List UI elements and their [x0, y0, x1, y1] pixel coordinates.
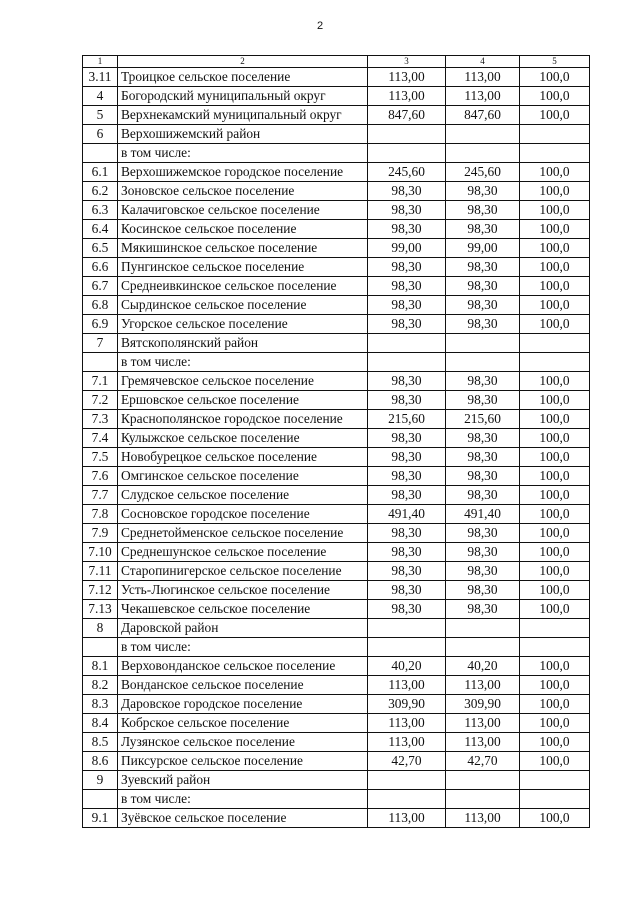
column-3-value-cell: 98,30: [368, 581, 446, 600]
column-4-value-cell: [446, 638, 520, 657]
column-5-value-cell: 100,0: [520, 448, 590, 467]
table-row: [83, 714, 590, 733]
column-3-value-cell: [368, 638, 446, 657]
column-5-value-cell: 100,0: [520, 220, 590, 239]
table-row: [83, 581, 590, 600]
row-number-cell: 3.11: [83, 68, 118, 87]
column-5-value-cell: 100,0: [520, 600, 590, 619]
municipality-name-cell: Старопинигерское сельское поселение: [118, 562, 368, 581]
municipality-name-cell: Усть-Люгинское сельское поселение: [118, 581, 368, 600]
row-number-cell: 4: [83, 87, 118, 106]
table-row: [83, 239, 590, 258]
column-3-value-cell: [368, 353, 446, 372]
row-number-cell: 8.6: [83, 752, 118, 771]
table-row: [83, 201, 590, 220]
column-4-value-cell: 309,90: [446, 695, 520, 714]
municipality-name-cell: Даровской район: [118, 619, 368, 638]
row-number-cell: 6: [83, 125, 118, 144]
column-3-value-cell: 113,00: [368, 733, 446, 752]
table-row: [83, 334, 590, 353]
column-4-value-cell: 215,60: [446, 410, 520, 429]
municipality-name-cell: Пиксурское сельское поселение: [118, 752, 368, 771]
column-header: 4: [446, 56, 520, 68]
municipality-name-cell: Верхошижемское городское поселение: [118, 163, 368, 182]
column-4-value-cell: 113,00: [446, 733, 520, 752]
column-4-value-cell: 98,30: [446, 429, 520, 448]
column-3-value-cell: 40,20: [368, 657, 446, 676]
column-4-value-cell: 98,30: [446, 258, 520, 277]
column-5-value-cell: 100,0: [520, 201, 590, 220]
municipality-name-cell: Среднетойменское сельское поселение: [118, 524, 368, 543]
row-number-cell: [83, 638, 118, 657]
column-3-value-cell: [368, 771, 446, 790]
row-number-cell: 6.8: [83, 296, 118, 315]
column-5-value-cell: 100,0: [520, 543, 590, 562]
column-3-value-cell: 847,60: [368, 106, 446, 125]
column-4-value-cell: 98,30: [446, 486, 520, 505]
row-number-cell: 6.6: [83, 258, 118, 277]
row-number-cell: 6.1: [83, 163, 118, 182]
page-number: 2: [316, 20, 324, 32]
table-row: [83, 391, 590, 410]
row-number-cell: 6.7: [83, 277, 118, 296]
municipality-name-cell: Троицкое сельское поселение: [118, 68, 368, 87]
column-5-value-cell: 100,0: [520, 277, 590, 296]
municipality-name-cell: в том числе:: [118, 353, 368, 372]
column-3-value-cell: 98,30: [368, 258, 446, 277]
column-4-value-cell: 40,20: [446, 657, 520, 676]
column-3-value-cell: 309,90: [368, 695, 446, 714]
municipality-name-cell: Лузянское сельское поселение: [118, 733, 368, 752]
row-number-cell: 9.1: [83, 809, 118, 828]
municipality-name-cell: Даровское городское поселение: [118, 695, 368, 714]
column-3-value-cell: 99,00: [368, 239, 446, 258]
municipality-name-cell: Ершовское сельское поселение: [118, 391, 368, 410]
table-row: [83, 125, 590, 144]
column-5-value-cell: 100,0: [520, 239, 590, 258]
row-number-cell: 7.8: [83, 505, 118, 524]
column-4-value-cell: 98,30: [446, 182, 520, 201]
table-row: [83, 372, 590, 391]
row-number-cell: 7.4: [83, 429, 118, 448]
table-row: [83, 543, 590, 562]
column-4-value-cell: 98,30: [446, 220, 520, 239]
column-5-value-cell: 100,0: [520, 106, 590, 125]
table-row: [83, 695, 590, 714]
row-number-cell: [83, 144, 118, 163]
column-header: 1: [83, 56, 118, 68]
column-5-value-cell: [520, 125, 590, 144]
column-4-value-cell: 98,30: [446, 562, 520, 581]
municipality-name-cell: Верхошижемский район: [118, 125, 368, 144]
municipality-name-cell: Сосновское городское поселение: [118, 505, 368, 524]
row-number-cell: 7.12: [83, 581, 118, 600]
column-5-value-cell: 100,0: [520, 581, 590, 600]
row-number-cell: 7.9: [83, 524, 118, 543]
row-number-cell: 6.9: [83, 315, 118, 334]
column-5-value-cell: 100,0: [520, 258, 590, 277]
row-number-cell: 5: [83, 106, 118, 125]
municipality-name-cell: Чекашевское сельское поселение: [118, 600, 368, 619]
column-3-value-cell: 98,30: [368, 543, 446, 562]
column-4-value-cell: 113,00: [446, 87, 520, 106]
row-number-cell: 7.6: [83, 467, 118, 486]
table-row: [83, 258, 590, 277]
column-4-value-cell: [446, 771, 520, 790]
column-header: 5: [520, 56, 590, 68]
column-4-value-cell: 245,60: [446, 163, 520, 182]
column-5-value-cell: [520, 790, 590, 809]
column-4-value-cell: 98,30: [446, 296, 520, 315]
table-row: [83, 619, 590, 638]
column-5-value-cell: 100,0: [520, 486, 590, 505]
column-3-value-cell: 98,30: [368, 429, 446, 448]
table-row: [83, 106, 590, 125]
column-4-value-cell: 113,00: [446, 714, 520, 733]
column-4-value-cell: 42,70: [446, 752, 520, 771]
row-number-cell: [83, 353, 118, 372]
municipality-name-cell: в том числе:: [118, 790, 368, 809]
table-row: [83, 315, 590, 334]
row-number-cell: 7: [83, 334, 118, 353]
row-number-cell: 7.10: [83, 543, 118, 562]
column-4-value-cell: 98,30: [446, 524, 520, 543]
table-row: [83, 163, 590, 182]
column-3-value-cell: 98,30: [368, 220, 446, 239]
column-4-value-cell: 98,30: [446, 315, 520, 334]
column-3-value-cell: 98,30: [368, 467, 446, 486]
column-5-value-cell: 100,0: [520, 714, 590, 733]
column-5-value-cell: 100,0: [520, 315, 590, 334]
column-3-value-cell: 98,30: [368, 562, 446, 581]
column-4-value-cell: 98,30: [446, 581, 520, 600]
municipality-name-cell: в том числе:: [118, 638, 368, 657]
column-5-value-cell: 100,0: [520, 87, 590, 106]
table-row: [83, 486, 590, 505]
column-4-value-cell: 113,00: [446, 68, 520, 87]
column-5-value-cell: [520, 334, 590, 353]
municipality-name-cell: Новобурецкое сельское поселение: [118, 448, 368, 467]
column-3-value-cell: 113,00: [368, 87, 446, 106]
column-5-value-cell: 100,0: [520, 733, 590, 752]
column-5-value-cell: 100,0: [520, 391, 590, 410]
column-5-value-cell: 100,0: [520, 372, 590, 391]
table-row: [83, 600, 590, 619]
column-4-value-cell: [446, 619, 520, 638]
column-5-value-cell: 100,0: [520, 676, 590, 695]
municipality-name-cell: Кобрское сельское поселение: [118, 714, 368, 733]
municipality-name-cell: Среднешунское сельское поселение: [118, 543, 368, 562]
column-3-value-cell: 98,30: [368, 296, 446, 315]
table-row: [83, 410, 590, 429]
municipality-name-cell: Верхнекамский муниципальный округ: [118, 106, 368, 125]
column-4-value-cell: 98,30: [446, 467, 520, 486]
column-3-value-cell: 98,30: [368, 524, 446, 543]
column-3-value-cell: 98,30: [368, 486, 446, 505]
municipality-name-cell: Зуёвское сельское поселение: [118, 809, 368, 828]
column-3-value-cell: 98,30: [368, 372, 446, 391]
municipality-name-cell: Гремячевское сельское поселение: [118, 372, 368, 391]
column-3-value-cell: [368, 144, 446, 163]
row-number-cell: 7.13: [83, 600, 118, 619]
municipality-name-cell: Вонданское сельское поселение: [118, 676, 368, 695]
row-number-cell: 8.5: [83, 733, 118, 752]
column-3-value-cell: 98,30: [368, 448, 446, 467]
row-number-cell: [83, 790, 118, 809]
municipality-name-cell: Пунгинское сельское поселение: [118, 258, 368, 277]
row-number-cell: 6.4: [83, 220, 118, 239]
municipality-name-cell: Калачиговское сельское поселение: [118, 201, 368, 220]
column-4-value-cell: 98,30: [446, 391, 520, 410]
row-number-cell: 7.3: [83, 410, 118, 429]
municipality-name-cell: Среднеивкинское сельское поселение: [118, 277, 368, 296]
column-3-value-cell: 113,00: [368, 809, 446, 828]
column-5-value-cell: 100,0: [520, 752, 590, 771]
table-row: [83, 144, 590, 163]
municipality-name-cell: Краснополянское городское поселение: [118, 410, 368, 429]
municipality-name-cell: Кулыжское сельское поселение: [118, 429, 368, 448]
row-number-cell: 8.2: [83, 676, 118, 695]
column-4-value-cell: 113,00: [446, 676, 520, 695]
column-5-value-cell: [520, 144, 590, 163]
row-number-cell: 7.5: [83, 448, 118, 467]
municipality-name-cell: в том числе:: [118, 144, 368, 163]
column-5-value-cell: 100,0: [520, 562, 590, 581]
table-row: [83, 657, 590, 676]
table-row: [83, 87, 590, 106]
budget-distribution-table: [82, 55, 590, 828]
column-5-value-cell: 100,0: [520, 410, 590, 429]
column-3-value-cell: [368, 790, 446, 809]
table-row: [83, 524, 590, 543]
column-5-value-cell: 100,0: [520, 163, 590, 182]
table-row: [83, 68, 590, 87]
municipality-name-cell: Богородский муниципальный округ: [118, 87, 368, 106]
row-number-cell: 7.11: [83, 562, 118, 581]
column-4-value-cell: [446, 790, 520, 809]
row-number-cell: 6.3: [83, 201, 118, 220]
row-number-cell: 8.4: [83, 714, 118, 733]
column-4-value-cell: 491,40: [446, 505, 520, 524]
row-number-cell: 8: [83, 619, 118, 638]
column-3-value-cell: 98,30: [368, 277, 446, 296]
column-5-value-cell: 100,0: [520, 809, 590, 828]
row-number-cell: 9: [83, 771, 118, 790]
column-3-value-cell: [368, 125, 446, 144]
table-row: [83, 353, 590, 372]
column-5-value-cell: 100,0: [520, 505, 590, 524]
column-5-value-cell: 100,0: [520, 695, 590, 714]
table-row: [83, 676, 590, 695]
column-4-value-cell: 98,30: [446, 201, 520, 220]
municipality-name-cell: Зуевский район: [118, 771, 368, 790]
table-row: [83, 296, 590, 315]
column-4-value-cell: 98,30: [446, 277, 520, 296]
column-3-value-cell: 113,00: [368, 714, 446, 733]
table-row: [83, 220, 590, 239]
table-row: [83, 809, 590, 828]
column-5-value-cell: 100,0: [520, 524, 590, 543]
table-row: [83, 429, 590, 448]
municipality-name-cell: Омгинское сельское поселение: [118, 467, 368, 486]
column-3-value-cell: 113,00: [368, 68, 446, 87]
column-5-value-cell: 100,0: [520, 182, 590, 201]
row-number-cell: 6.5: [83, 239, 118, 258]
table-row: [83, 771, 590, 790]
column-3-value-cell: 98,30: [368, 391, 446, 410]
column-3-value-cell: 98,30: [368, 600, 446, 619]
column-3-value-cell: 245,60: [368, 163, 446, 182]
column-4-value-cell: 99,00: [446, 239, 520, 258]
table-row: [83, 505, 590, 524]
column-3-value-cell: 98,30: [368, 201, 446, 220]
table-row: [83, 182, 590, 201]
column-3-value-cell: 113,00: [368, 676, 446, 695]
table-row: [83, 467, 590, 486]
table-row: [83, 752, 590, 771]
column-5-value-cell: [520, 771, 590, 790]
row-number-cell: 7.2: [83, 391, 118, 410]
column-3-value-cell: [368, 619, 446, 638]
table-header-row: [83, 56, 590, 68]
municipality-name-cell: Косинское сельское поселение: [118, 220, 368, 239]
column-4-value-cell: [446, 353, 520, 372]
municipality-name-cell: Сырдинское сельское поселение: [118, 296, 368, 315]
row-number-cell: 8.1: [83, 657, 118, 676]
column-4-value-cell: [446, 334, 520, 353]
column-3-value-cell: 42,70: [368, 752, 446, 771]
municipality-name-cell: Зоновское сельское поселение: [118, 182, 368, 201]
column-3-value-cell: 491,40: [368, 505, 446, 524]
column-5-value-cell: [520, 638, 590, 657]
table-row: [83, 733, 590, 752]
municipality-name-cell: Вятскополянский район: [118, 334, 368, 353]
row-number-cell: 7.7: [83, 486, 118, 505]
table-row: [83, 448, 590, 467]
column-header: 3: [368, 56, 446, 68]
column-3-value-cell: 98,30: [368, 182, 446, 201]
column-3-value-cell: [368, 334, 446, 353]
municipality-name-cell: Слудское сельское поселение: [118, 486, 368, 505]
column-4-value-cell: [446, 125, 520, 144]
column-5-value-cell: [520, 353, 590, 372]
column-5-value-cell: 100,0: [520, 68, 590, 87]
table-row: [83, 790, 590, 809]
column-header: 2: [118, 56, 368, 68]
column-5-value-cell: 100,0: [520, 429, 590, 448]
column-3-value-cell: 98,30: [368, 315, 446, 334]
column-4-value-cell: 847,60: [446, 106, 520, 125]
municipality-name-cell: Верховонданское сельское поселение: [118, 657, 368, 676]
row-number-cell: 7.1: [83, 372, 118, 391]
municipality-name-cell: Мякишинское сельское поселение: [118, 239, 368, 258]
table-row: [83, 562, 590, 581]
row-number-cell: 6.2: [83, 182, 118, 201]
column-4-value-cell: 98,30: [446, 600, 520, 619]
column-4-value-cell: 113,00: [446, 809, 520, 828]
column-5-value-cell: 100,0: [520, 657, 590, 676]
table-row: [83, 638, 590, 657]
municipality-name-cell: Угорское сельское поселение: [118, 315, 368, 334]
column-5-value-cell: 100,0: [520, 467, 590, 486]
column-5-value-cell: [520, 619, 590, 638]
table-row: [83, 277, 590, 296]
column-4-value-cell: 98,30: [446, 543, 520, 562]
row-number-cell: 8.3: [83, 695, 118, 714]
column-4-value-cell: [446, 144, 520, 163]
column-4-value-cell: 98,30: [446, 448, 520, 467]
column-4-value-cell: 98,30: [446, 372, 520, 391]
column-5-value-cell: 100,0: [520, 296, 590, 315]
column-3-value-cell: 215,60: [368, 410, 446, 429]
